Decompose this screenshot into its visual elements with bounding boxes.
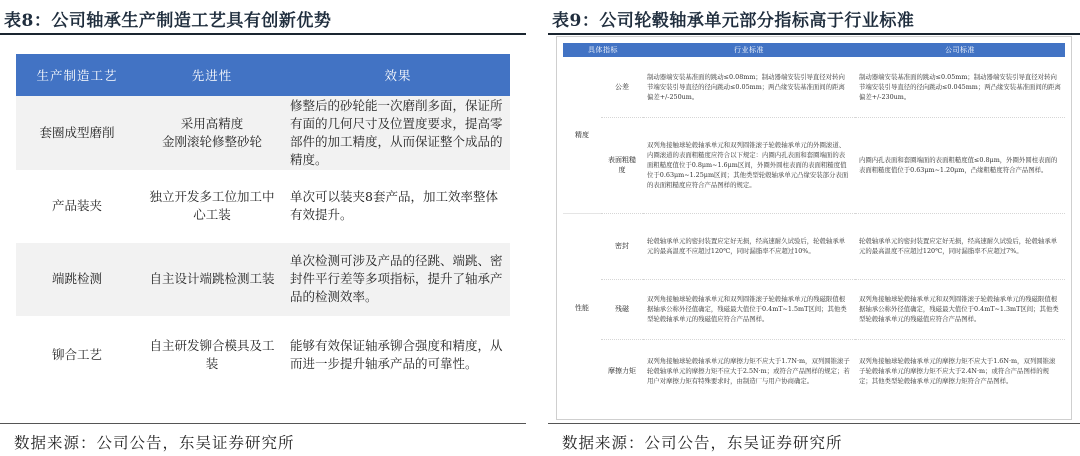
title-divider [548, 33, 1080, 35]
table-9-title: 表9：公司轮毂轴承单元部分指标高于行业标准 [552, 11, 915, 31]
title-divider [0, 33, 526, 35]
company-standard-cell: 内圈内孔表面和套圈端面的表面粗糙度值≤0.8μm，外圈外圆柱表面的表面粗糙度值位于0.63μm~1.20μm，凸缘粗糙度符合产品图样。 [855, 117, 1065, 213]
effect-cell: 单次检测可涉及产品的径跳、端跳、密封件平行差等多项指标，提升了轴承产品的检测效率。 [286, 242, 510, 316]
effect-cell: 能够有效保证轴承铆合强度和精度，从而进一步提升轴承产品的可靠性。 [286, 316, 510, 394]
company-standard-cell: 双列角接触球轮毂轴承单元和双列圆锥滚子轮毂轴承单元的残磁限值根据轴承公称外径值确定，残磁最大值位于0.4mT~1.3mT区间；其他类型轮毂轴承单元的残磁值应符合产品图样。 [855, 279, 1065, 339]
bottom-divider [0, 423, 526, 424]
process-cell: 铆合工艺 [16, 316, 138, 394]
table-8-panel [0, 0, 526, 456]
table-row [563, 57, 1065, 117]
company-standard-cell: 制动器端安装基准面的跳动≤0.05mm；制动器端安装引导直径对转向节端安装引导直径的径向跳动≤0.045mm；两凸缘安装基准面间的距离偏差+/-230um。 [855, 57, 1065, 117]
table-row [563, 279, 1065, 339]
industry-standard-cell: 双列角接触球轮毂轴承单元的摩擦力矩不应大于1.7N·m，双列圆锥滚子轮毂轴承单元的摩擦力矩不应大于2.5N·m；或符合产品图样的规定；若用户对摩擦力矩有特殊要求时，由制造厂与用户协商确定。 [647, 357, 850, 386]
source-note: 数据来源：公司公告，东吴证券研究所 [14, 434, 295, 452]
table-row [16, 316, 510, 394]
bottom-divider [548, 423, 1080, 424]
table-row [563, 117, 1065, 213]
industry-standard-cell: 双列角接触球轮毂轴承单元和双列圆锥滚子轮毂轴承单元的外圈滚道、内圈滚道的表面粗糙度应符合以下规定：内圈内孔表面和套圈端面的表面粗糙度值位于0.8μm~1.6μm区间，外圈外圆柱表面的表面粗糙度值位于0.63μm~1.25μm区间；其他类型轮毂轴承单元凸缘安装部分表面的表面粗糙度应符合产品图样的规定。 [643, 117, 855, 213]
company-standard-cell: 双列角接触球轮毂轴承单元的摩擦力矩不应大于1.6N·m，双列圆锥滚子轮毂轴承单元的摩擦力矩不应大于2.4N·m；或符合产品图样的规定；其他类型轮毂轴承单元的摩擦力矩符合产品图样。 [859, 357, 1056, 386]
column-header-industry: 行业标准 [643, 43, 855, 57]
effect-cell: 单次可以装夹8套产品，加工效率整体有效提升。 [286, 170, 510, 242]
table-row [563, 339, 1065, 403]
column-header-company: 公司标准 [855, 43, 1065, 57]
industry-standard-cell: 轮毂轴承单元的密封装置应定好无损，经高速耐久试验后，轮毂轴承单元的最高温度不应超过120℃，同时漏脂率不应超过10%。 [643, 213, 855, 279]
standards-table [563, 43, 1065, 403]
advantage-cell: 独立开发多工位加工中心工装 [138, 170, 286, 242]
column-header-advantage: 先进性 [138, 54, 286, 96]
source-note: 数据来源：公司公告，东吴证券研究所 [562, 434, 843, 452]
indicator-cell: 摩擦力矩 [608, 367, 636, 376]
industry-standard-cell: 双列角接触球轮毂轴承单元和双列圆锥滚子轮毂轴承单元的残磁限值根据轴承公称外径值确定，残磁最大值位于0.4mT~1.5mT区间；其他类型轮毂轴承单元的残磁值应符合产品图样。 [643, 279, 855, 339]
table-row [563, 213, 1065, 279]
indicator-cell: 残磁 [601, 279, 643, 339]
table-header-row [16, 54, 510, 96]
table-image-frame [556, 36, 1072, 420]
column-header-process: 生产制造工艺 [16, 54, 138, 96]
process-table [16, 54, 510, 395]
indicator-cell: 表面粗糙度 [601, 117, 643, 213]
advantage-cell: 自主设计端跳检测工装 [138, 242, 286, 316]
advantage-text: 采用高精度 金刚滚轮修整砂轮 [161, 115, 262, 149]
category-cell: 精度 [563, 57, 601, 213]
table-row [16, 96, 510, 170]
indicator-cell: 公差 [601, 57, 643, 117]
table-header-row [563, 43, 1065, 57]
industry-standard-cell: 制动器端安装基准面的跳动≤0.08mm；制动器端安装引导直径对转向节端安装引导直径的径向跳动≤0.05mm；两凸缘安装基准面间的距离偏差+/-250um。 [643, 57, 855, 117]
column-header-indicator: 具体指标 [563, 43, 643, 57]
column-header-effect: 效果 [286, 54, 510, 96]
company-standard-cell: 轮毂轴承单元的密封装置应定好无损，经高速耐久试验后，轮毂轴承单元的最高温度不应超过120℃，同时漏脂率不应超过7%。 [855, 213, 1065, 279]
advantage-cell [138, 96, 286, 170]
advantage-cell: 自主研发铆合模具及工装 [138, 316, 286, 394]
effect-cell: 修整后的砂轮能一次磨削多面，保证所有面的几何尺寸及位置度要求，提高零部件的加工精度，从而保证整个成品的精度。 [286, 96, 510, 170]
table-9-panel [548, 0, 1080, 456]
process-cell: 产品装夹 [16, 170, 138, 242]
category-cell: 性能 [575, 304, 589, 313]
indicator-cell: 密封 [601, 213, 643, 279]
process-cell: 套圈成型磨削 [16, 96, 138, 170]
table-8-title: 表8：公司轴承生产制造工艺具有创新优势 [4, 11, 332, 31]
table-row [16, 170, 510, 242]
table-row [16, 242, 510, 316]
process-cell: 端跳检测 [16, 242, 138, 316]
